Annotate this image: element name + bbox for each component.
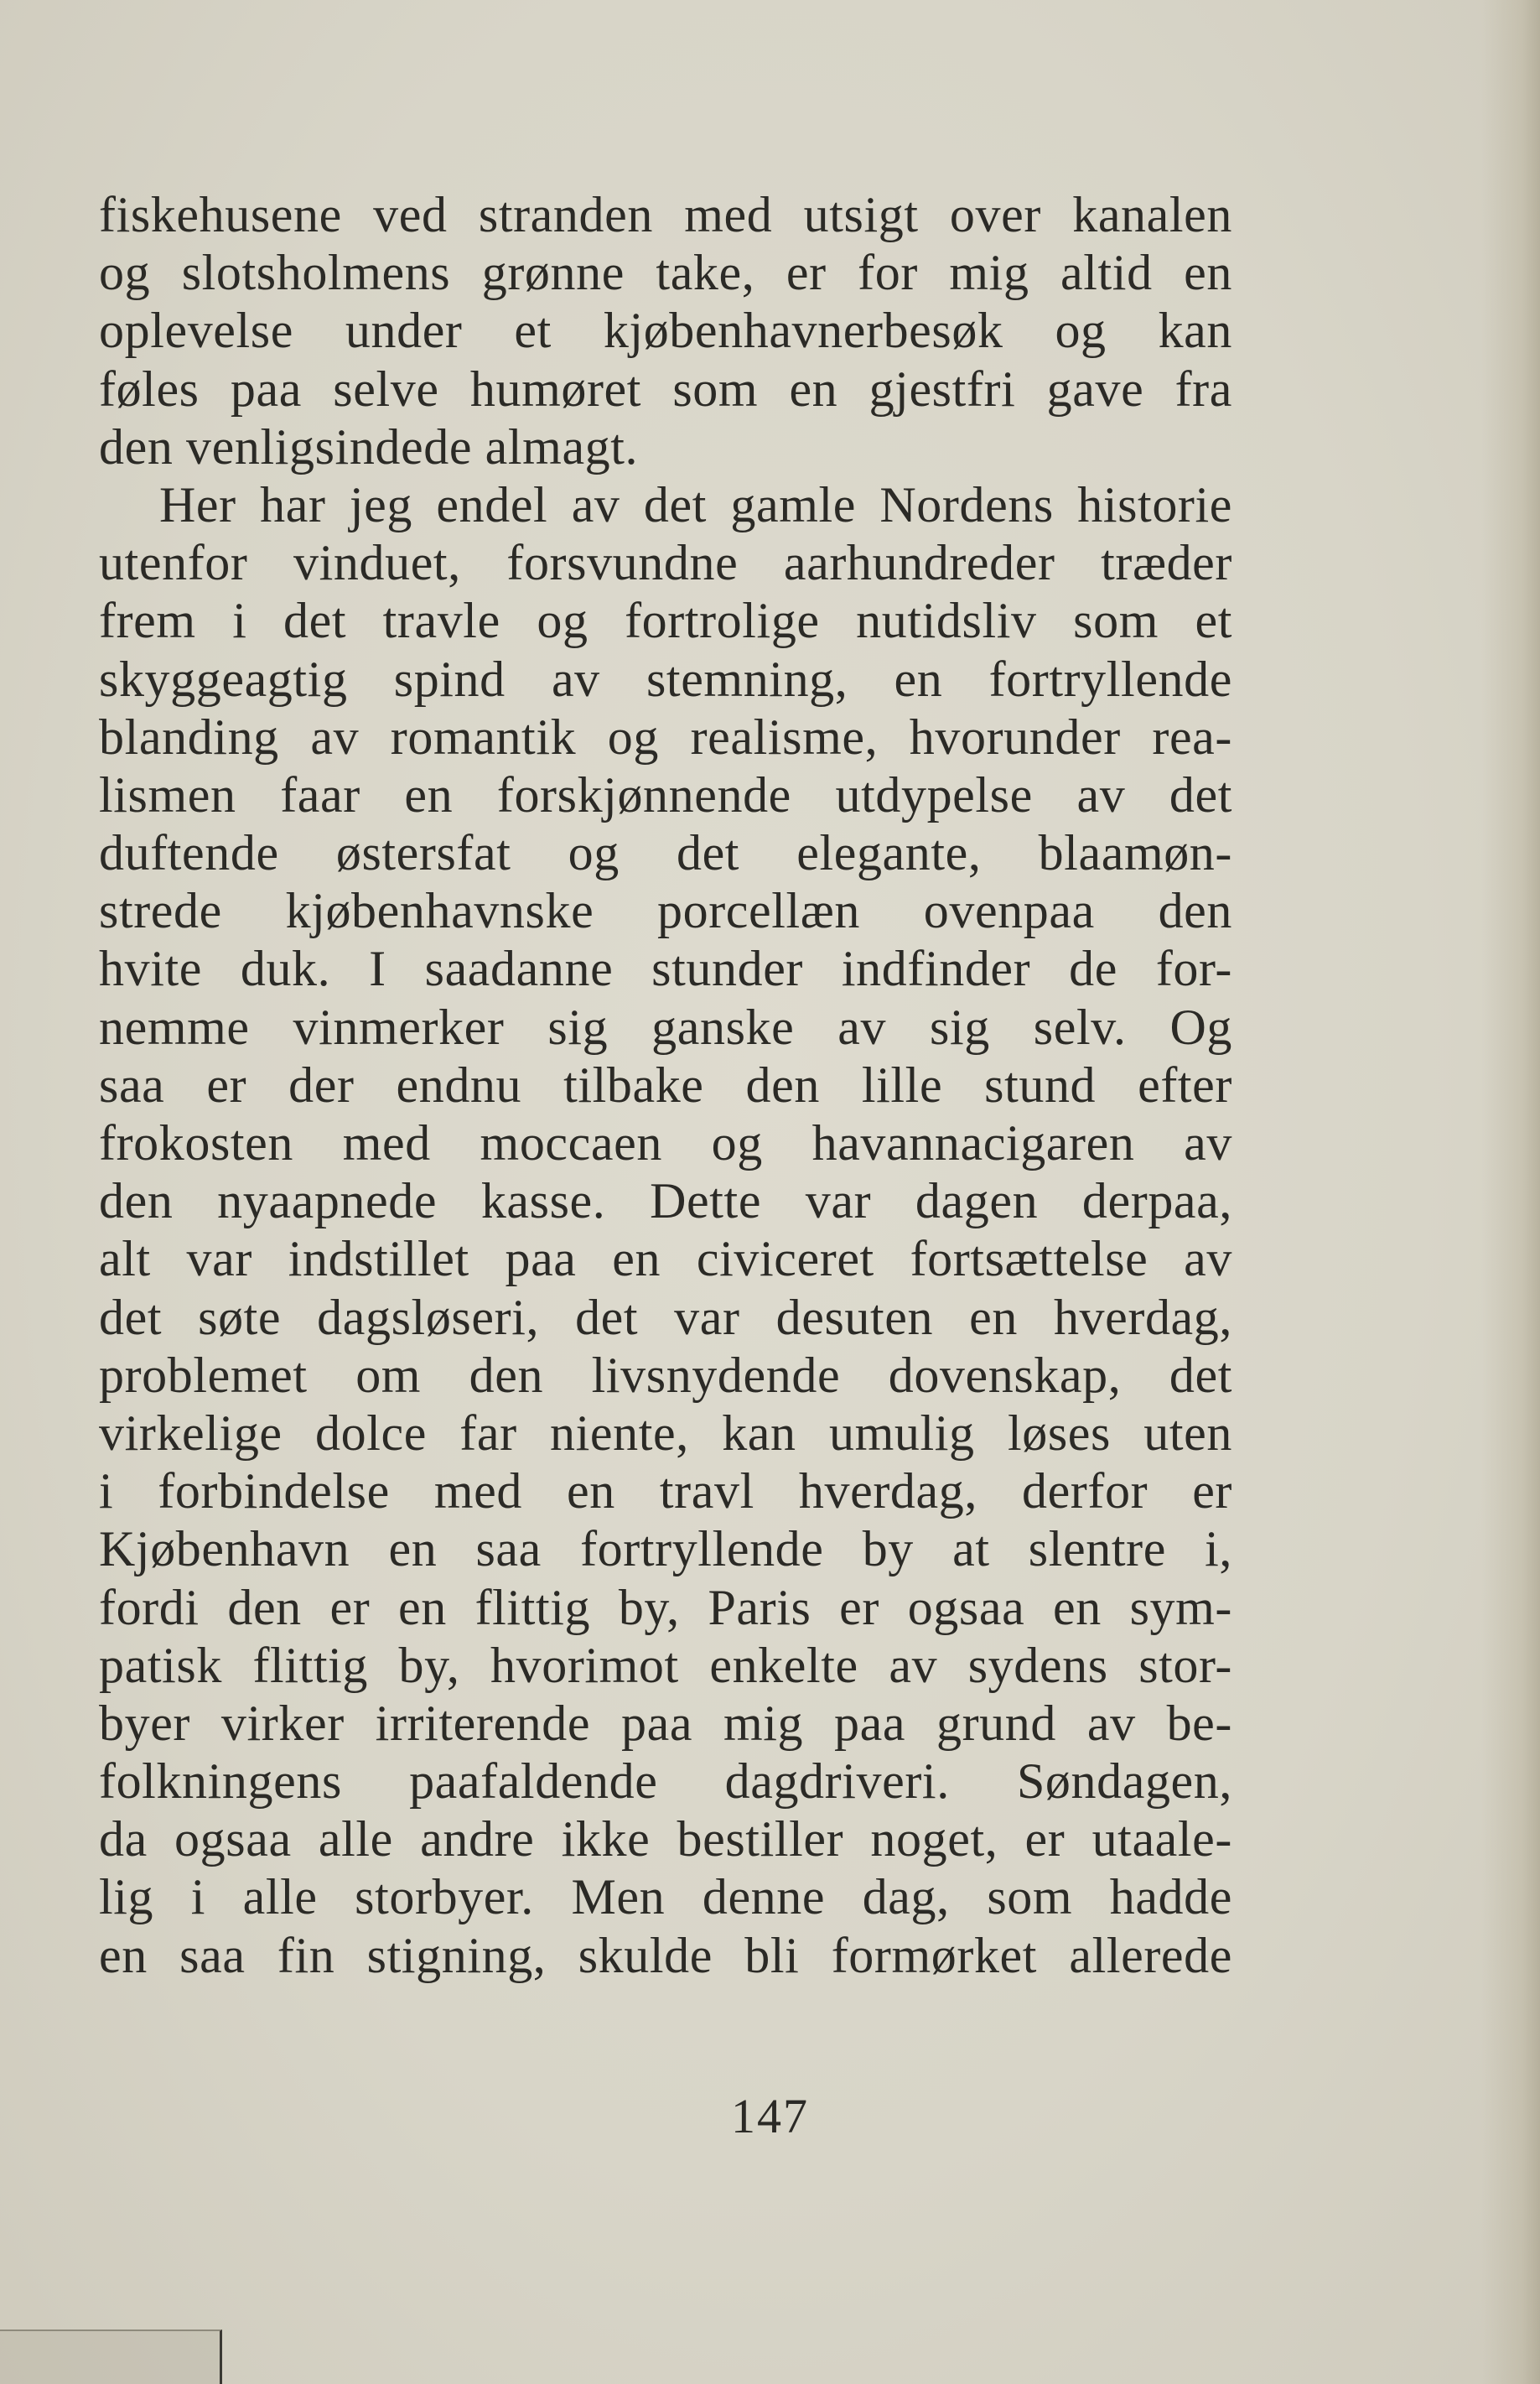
text-line: fordi den er en flittig by, Paris er ogsaa en sym- bbox=[99, 1579, 1232, 1635]
text-line: blanding av romantik og realisme, hvorunder rea- bbox=[99, 709, 1232, 765]
text-line: utenfor vinduet, forsvundne aarhundreder træder bbox=[99, 535, 1232, 591]
text-line: patisk flittig by, hvorimot enkelte av sydens stor- bbox=[99, 1637, 1232, 1693]
text-line: strede kjøbenhavnske porcellæn ovenpaa den bbox=[99, 883, 1232, 939]
text-line: saa er der endnu tilbake den lille stund efter bbox=[99, 1057, 1232, 1113]
text-line: frokosten med moccaen og havannacigaren av bbox=[99, 1115, 1232, 1171]
text-line: en saa fin stigning, skulde bli formørket allerede bbox=[99, 1927, 1232, 1983]
text-line: virkelige dolce far niente, kan umulig løses uten bbox=[99, 1405, 1232, 1461]
text-line: duftende østersfat og det elegante, blaamøn- bbox=[99, 825, 1232, 881]
text-line: i forbindelse med en travl hverdag, derfor er bbox=[99, 1463, 1232, 1519]
text-line: det søte dagsløseri, det var desuten en hverdag, bbox=[99, 1289, 1232, 1345]
text-line: lig i alle storbyer. Men denne dag, som hadde bbox=[99, 1869, 1232, 1925]
text-line: den venligsindede almagt. bbox=[99, 418, 639, 475]
page-number: 147 bbox=[731, 2089, 809, 2143]
text-line: Her har jeg endel av det gamle Nordens historie bbox=[159, 476, 1232, 532]
text-line: oplevelse under et kjøbenhavnerbesøk og kan bbox=[99, 303, 1232, 359]
text-line: fiskehusene ved stranden med utsigt over kanalen bbox=[99, 187, 1232, 242]
text-line: og slotsholmens grønne take, er for mig altid en bbox=[99, 245, 1232, 301]
text-line: hvite duk. I saadanne stunder indfinder de for- bbox=[99, 941, 1232, 997]
text-line: problemet om den livsnydende dovenskap, det bbox=[99, 1347, 1232, 1403]
text-line: føles paa selve humøret som en gjestfri gave fra bbox=[99, 361, 1232, 417]
text-line: skyggeagtig spind av stemning, en fortryllende bbox=[99, 651, 1232, 707]
text-line: Kjøbenhavn en saa fortryllende by at slentre i, bbox=[99, 1521, 1232, 1577]
body-text bbox=[99, 186, 1232, 1985]
text-line: lismen faar en forskjønnende utdypelse av det bbox=[99, 766, 1232, 823]
text-line: da ogsaa alle andre ikke bestiller noget, er utaale- bbox=[99, 1811, 1232, 1867]
text-line: den nyaapnede kasse. Dette var dagen derpaa, bbox=[99, 1173, 1232, 1229]
text-line: folkningens paafaldende dagdriveri. Søndagen, bbox=[99, 1753, 1232, 1810]
text-line: frem i det travle og fortrolige nutidsliv som et bbox=[99, 593, 1232, 649]
corner-tab-mark bbox=[0, 2329, 222, 2384]
text-line: nemme vinmerker sig ganske av sig selv. Og bbox=[99, 999, 1232, 1055]
text-line: byer virker irriterende paa mig paa grund av be- bbox=[99, 1695, 1232, 1751]
text-line: alt var indstillet paa en civiceret fortsættelse av bbox=[99, 1231, 1232, 1287]
page-edge-shadow bbox=[1481, 0, 1540, 2384]
